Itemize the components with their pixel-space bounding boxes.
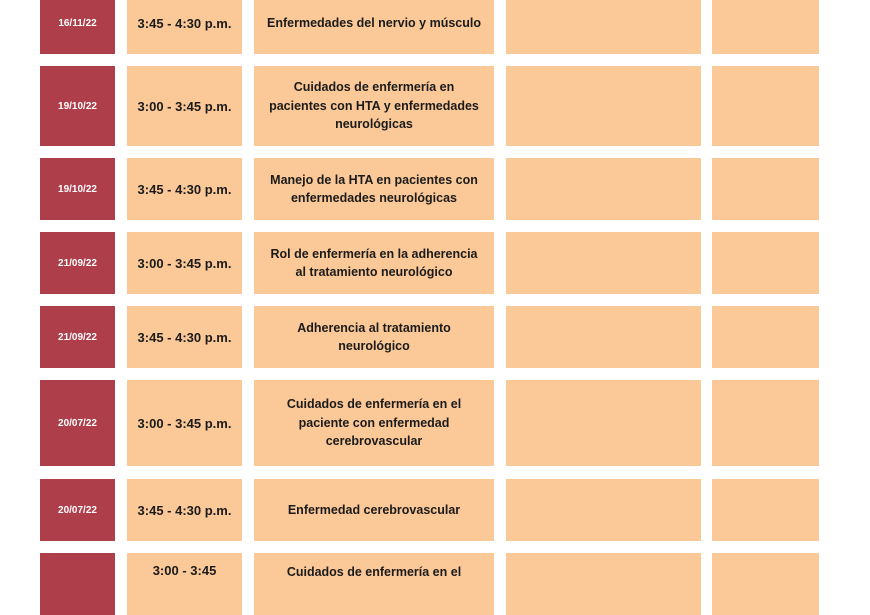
empty-cell [506, 232, 701, 294]
empty-cell [506, 158, 701, 220]
empty-cell [712, 380, 819, 466]
table-row [0, 232, 870, 294]
topic-cell: Enfermedad cerebrovascular [254, 479, 494, 541]
empty-cell [506, 553, 701, 615]
date-cell: 20/07/22 [40, 380, 115, 466]
table-row [0, 380, 870, 466]
table-row [0, 306, 870, 368]
empty-cell [712, 66, 819, 146]
topic-cell: Adherencia al tratamiento neurológico [254, 306, 494, 368]
empty-cell [506, 0, 701, 54]
date-cell: 21/09/22 [40, 306, 115, 368]
topic-text: Cuidados de enfermería en el [286, 565, 462, 579]
time-cell: 3:45 - 4:30 p.m. [127, 479, 242, 541]
empty-cell [506, 380, 701, 466]
empty-cell [712, 479, 819, 541]
empty-cell [506, 479, 701, 541]
empty-cell [712, 158, 819, 220]
time-cell: 3:45 - 4:30 p.m. [127, 306, 242, 368]
empty-cell [712, 0, 819, 54]
time-cell: 3:00 - 3:45 p.m. [127, 380, 242, 466]
date-cell: 21/09/22 [40, 232, 115, 294]
empty-cell [712, 232, 819, 294]
time-cell: 3:45 - 4:30 p.m. [127, 158, 242, 220]
table-row [0, 0, 870, 54]
empty-cell [506, 66, 701, 146]
date-cell: 16/11/22 [40, 0, 115, 54]
time-cell: 3:45 - 4:30 p.m. [127, 0, 242, 54]
topic-cell: Cuidados de enfermería en el paciente con enfermedad cerebrovascular [254, 380, 494, 466]
empty-cell [712, 306, 819, 368]
topic-cell: Manejo de la HTA en pacientes con enfermedades neurológicas [254, 158, 494, 220]
topic-cell: Cuidados de enfermería en pacientes con HTA y enfermedades neurológicas [254, 66, 494, 146]
date-cell: 20/07/22 [40, 479, 115, 541]
table-row [0, 553, 870, 615]
time-text: 3:00 - 3:45 [152, 563, 217, 578]
topic-cell: Enfermedades del nervio y músculo [254, 0, 494, 54]
date-cell [40, 553, 115, 615]
table-row [0, 158, 870, 220]
topic-cell [254, 553, 494, 615]
date-cell: 19/10/22 [40, 66, 115, 146]
table-row [0, 479, 870, 541]
time-cell: 3:00 - 3:45 p.m. [127, 66, 242, 146]
empty-cell [712, 553, 819, 615]
empty-cell [506, 306, 701, 368]
table-row [0, 66, 870, 146]
topic-cell: Rol de enfermería en la adherencia al tratamiento neurológico [254, 232, 494, 294]
time-cell [127, 553, 242, 615]
date-cell: 19/10/22 [40, 158, 115, 220]
time-cell: 3:00 - 3:45 p.m. [127, 232, 242, 294]
